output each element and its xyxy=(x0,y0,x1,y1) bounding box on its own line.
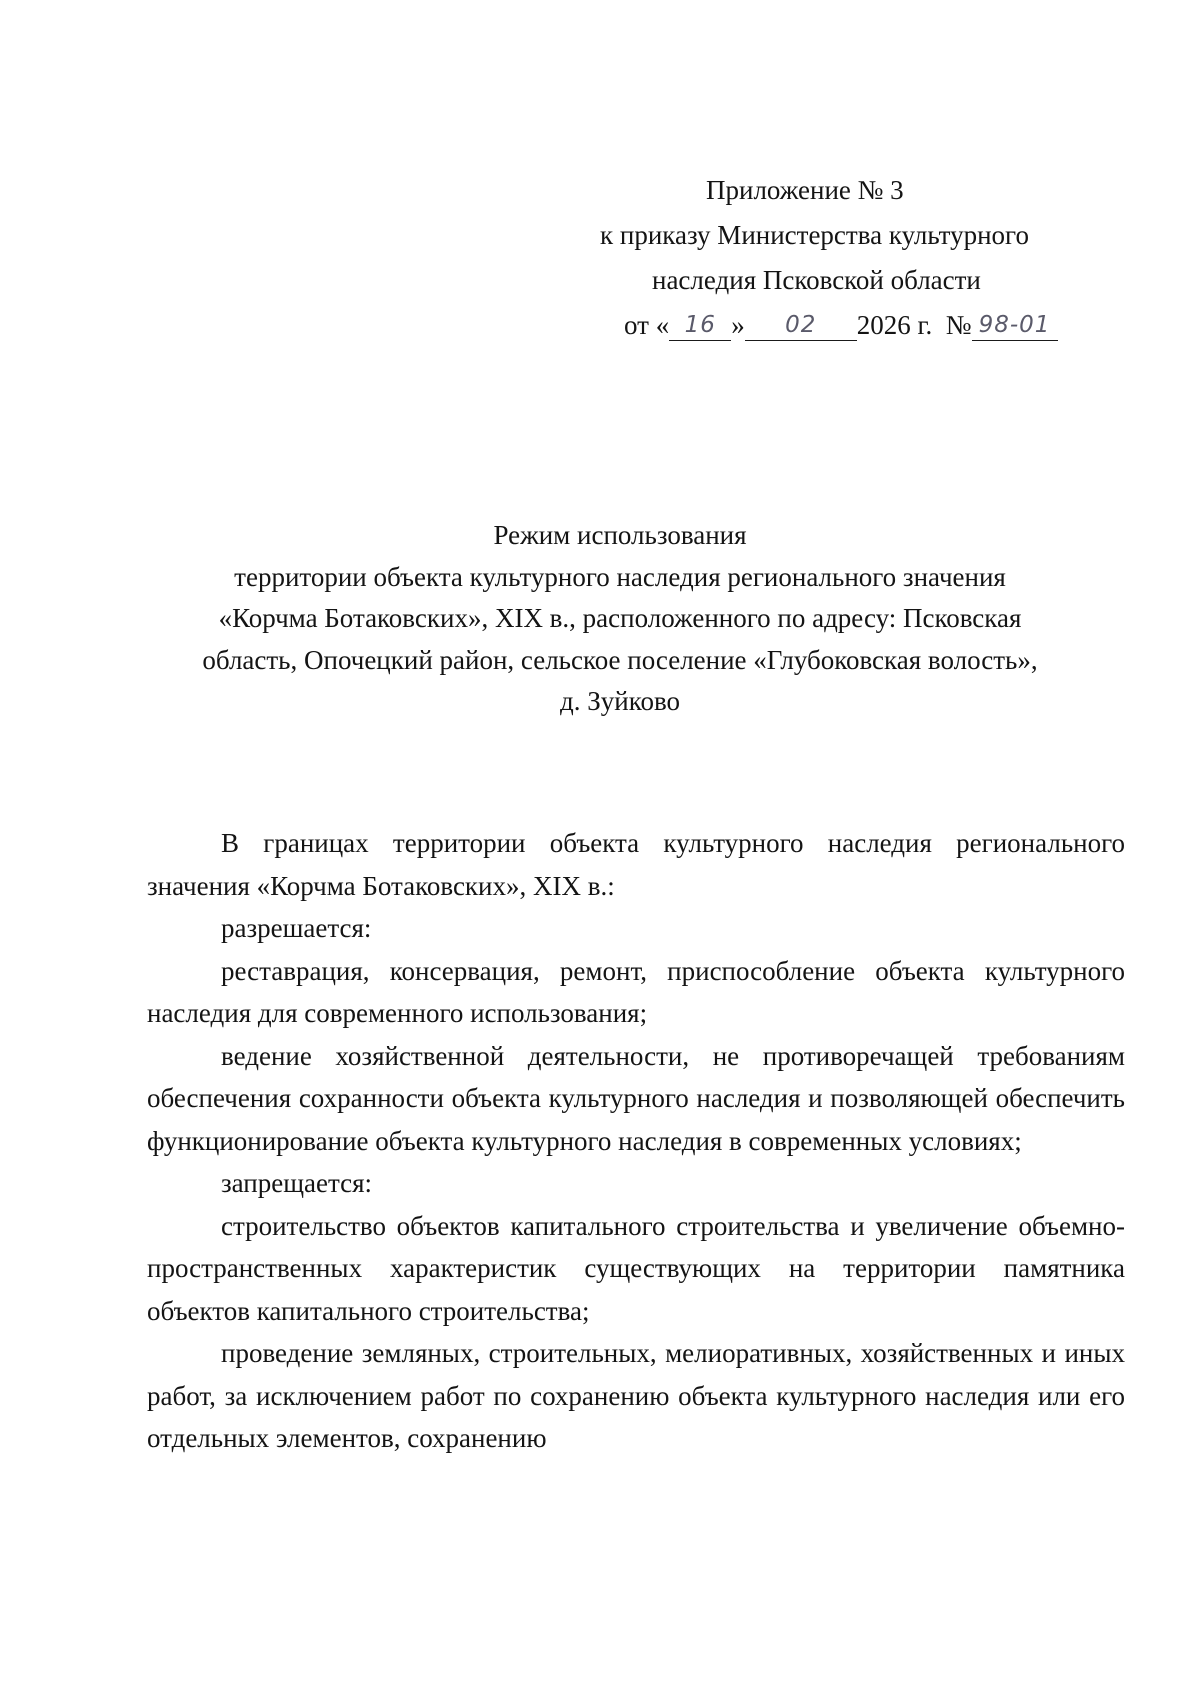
prohibited-item-construction: строительство объектов капитального строительства и увеличение объемно-пространственных характеристик существующих на территории памятника объектов капитального строительства; xyxy=(147,1210,1125,1326)
title-line-2: территории объекта культурного наследия регионального значения xyxy=(234,561,1006,592)
order-reference-line-2: наследия Псковской области xyxy=(652,265,981,295)
prohibited-heading: запрещается: xyxy=(221,1168,373,1198)
date-month-handwritten: 02 xyxy=(785,312,817,338)
date-year: 2026 г. xyxy=(856,310,933,340)
appendix-label: Приложение № 3 xyxy=(706,175,904,205)
order-reference-line-1: к приказу Министерства культурного xyxy=(600,220,1029,250)
intro-paragraph: В границах территории объекта культурного наследия регионального значения «Корчма Ботаковских», XIX в.: xyxy=(147,828,1125,901)
date-close-quote: » xyxy=(731,310,745,340)
date-prefix: от « xyxy=(624,310,670,340)
order-number-handwritten: 98-01 xyxy=(978,312,1051,338)
title-line-4: область, Опочецкий район, сельское поселение «Глубоковская волость», xyxy=(202,644,1038,675)
number-prefix: № xyxy=(945,310,972,340)
title-line-5: д. Зуйково xyxy=(559,686,681,716)
document-body xyxy=(147,822,1125,1460)
date-day-field xyxy=(669,310,731,341)
document-title xyxy=(120,515,1120,723)
allowed-item-economic-activity: ведение хозяйственной деятельности, не противоречащей требованиям обеспечения сохранности объекта культурного наследия и позволяющей обеспечить функционирование объекта культурного наследия в современных условиях; xyxy=(147,1040,1125,1156)
title-line-3: «Корчма Ботаковских», XIX в., расположенного по адресу: Псковская xyxy=(218,603,1022,633)
title-line-1: Режим использования xyxy=(493,520,747,550)
allowed-item-restoration: реставрация, консервация, ремонт, приспособление объекта культурного наследия для современного использования; xyxy=(147,955,1125,1028)
prohibited-item-works: проведение земляных, строительных, мелиоративных, хозяйственных и иных работ, за исключением работ по сохранению объекта культурного наследия или его отдельных элементов, сохранению xyxy=(147,1338,1125,1453)
date-day-handwritten: 16 xyxy=(684,312,716,338)
date-month-field xyxy=(745,310,857,341)
appendix-header xyxy=(560,168,1120,348)
allowed-heading: разрешается: xyxy=(221,913,372,943)
order-number-field xyxy=(972,310,1058,341)
order-date-line xyxy=(560,303,1120,348)
